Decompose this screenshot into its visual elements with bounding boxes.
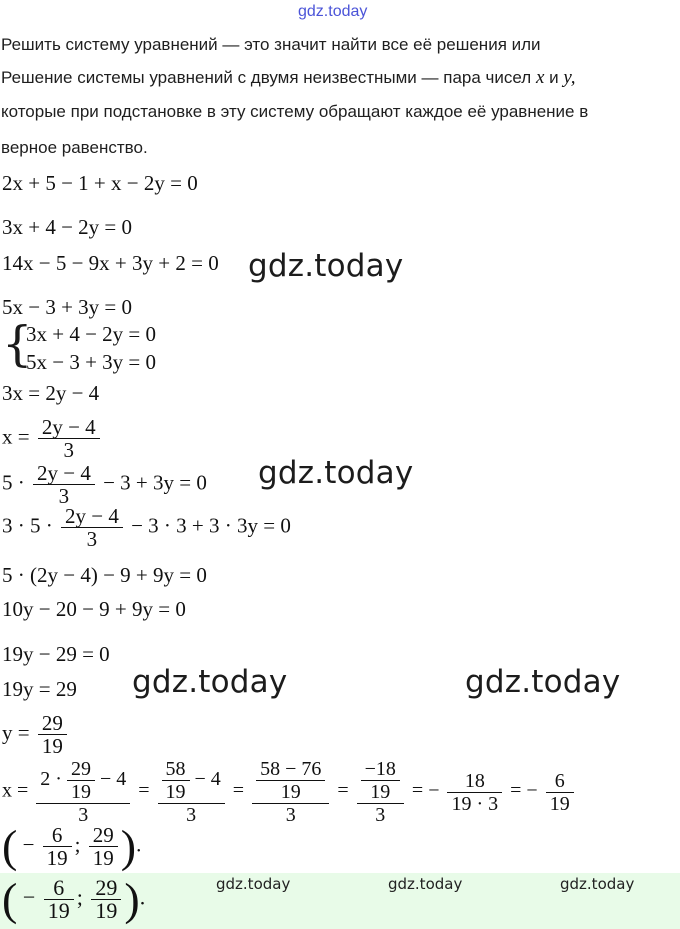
separator: ;: [74, 832, 81, 857]
explanation-line-2: [1, 67, 576, 89]
equation-7: 10y − 20 − 9 + 9y = 0: [2, 597, 186, 621]
inner-fraction: [162, 758, 190, 803]
fraction-numerator: 2y − 4: [33, 462, 95, 485]
watermark-small: gdz.today: [216, 875, 291, 893]
watermark: gdz.today: [465, 664, 621, 700]
equals-minus: = −: [510, 779, 538, 802]
left-paren-icon: (: [2, 820, 18, 872]
answer-y-fraction: [91, 877, 121, 922]
equation-5: 3x = 2y − 4: [2, 381, 100, 405]
fraction-numerator: 6: [44, 877, 74, 900]
x-eq-label: x =: [2, 779, 29, 802]
fraction-b: [158, 758, 225, 826]
minus-sign: −: [22, 884, 36, 910]
fraction-a-denominator: 3: [78, 804, 89, 826]
fraction-numerator: 29: [91, 877, 121, 900]
inner-fraction: [361, 758, 400, 803]
explanation-text: Решение системы уравнений с двумя неизвестными — пара чисел: [1, 68, 532, 87]
brace-icon: {: [2, 316, 33, 372]
final-answer-pair: [2, 873, 146, 925]
fraction-d: [357, 758, 404, 826]
equals-minus: = −: [411, 779, 440, 802]
inner-numerator: 29: [67, 758, 95, 781]
equals: =: [232, 779, 245, 802]
fraction-e-numerator: 18: [447, 770, 502, 793]
equation-9: 19y = 29: [2, 677, 77, 701]
fraction-numerator: 6: [43, 824, 72, 847]
fraction-denominator: 19: [41, 734, 63, 758]
term: − 4: [99, 768, 127, 791]
fraction-c: [252, 758, 329, 826]
fraction-numerator: 29: [38, 712, 67, 735]
fraction-f-denominator: 19: [549, 792, 570, 815]
x-computation: [2, 758, 577, 826]
explanation-line-1: Решить систему уравнений — это значит найти все её решения или: [1, 35, 541, 54]
mul-prefix: 3 · 5 ·: [2, 513, 53, 538]
period: .: [136, 832, 142, 857]
mul-suffix: − 3 · 3 + 3 · 3y = 0: [131, 513, 291, 538]
y-expression: [2, 712, 70, 757]
fraction-denominator: 19: [47, 898, 70, 923]
term: − 4: [194, 768, 221, 791]
sub-suffix: − 3 + 3y = 0: [103, 470, 207, 495]
inner-numerator: −18: [361, 758, 400, 781]
fraction: [33, 462, 95, 507]
left-paren-icon: (: [2, 873, 18, 925]
inner-denominator: 19: [370, 781, 391, 803]
equation-2: 3x + 4 − 2y = 0: [2, 215, 133, 239]
fraction: [38, 712, 67, 757]
var-x: x: [535, 67, 545, 88]
fraction-denominator: 19: [92, 846, 114, 870]
y-eq-label: y =: [2, 720, 30, 745]
fraction-b-denominator: 3: [186, 804, 197, 826]
equation-6: 5 · (2y − 4) − 9 + 9y = 0: [2, 563, 207, 587]
fraction-denominator: 19: [46, 846, 68, 870]
var-y: y,: [563, 67, 576, 88]
watermark: gdz.today: [132, 664, 288, 700]
fraction-d-numerator: [357, 758, 404, 804]
inner-denominator: 19: [70, 781, 91, 803]
explanation-line-3: которые при подстановке в эту систему обращают каждое её уравнение в: [1, 102, 589, 121]
x-eq-label: x =: [2, 424, 30, 449]
fraction-e: [447, 770, 502, 815]
fraction-denominator: 3: [63, 438, 75, 462]
equation-4: 5x − 3 + 3y = 0: [2, 295, 133, 319]
inner-denominator: 19: [280, 781, 301, 803]
fraction-a: [36, 758, 130, 826]
site-watermark-top: gdz.today: [298, 3, 368, 20]
right-paren-icon: ): [120, 820, 137, 872]
period: .: [139, 884, 146, 910]
watermark: gdz.today: [248, 248, 404, 284]
fraction-denominator: 3: [58, 484, 70, 508]
inner-denominator: 19: [165, 781, 186, 803]
answer-x-fraction: [43, 824, 72, 869]
multiplied-equation: [2, 505, 291, 550]
fraction: [38, 416, 100, 461]
equals: =: [138, 779, 150, 802]
watermark-small: gdz.today: [388, 875, 463, 893]
equation-1: 2x + 5 − 1 + x − 2y = 0: [2, 171, 198, 195]
equation-3: 14x − 5 − 9x + 3y + 2 = 0: [2, 251, 219, 275]
minus-sign: −: [22, 832, 35, 857]
fraction-f: [546, 770, 574, 815]
explanation-line-4: верное равенство.: [1, 138, 148, 157]
answer-x-fraction: [44, 877, 74, 922]
right-paren-icon: ): [124, 873, 140, 925]
answer-y-fraction: [89, 824, 118, 869]
watermark-small: gdz.today: [560, 875, 635, 893]
inner-fraction: [256, 758, 325, 803]
fraction-d-denominator: 3: [375, 804, 386, 826]
inner-numerator: 58: [162, 758, 190, 781]
fraction: [61, 505, 123, 550]
inner-fraction: [67, 758, 95, 803]
system-equation-1: 3x + 4 − 2y = 0: [26, 322, 157, 346]
separator: ;: [76, 884, 83, 910]
conjunction: и: [549, 68, 559, 87]
substitution-equation: [2, 462, 207, 507]
x-expression: [2, 416, 103, 461]
fraction-f-numerator: 6: [546, 770, 574, 793]
system-equation-2: 5x − 3 + 3y = 0: [26, 350, 157, 374]
fraction-c-denominator: 3: [285, 804, 296, 826]
fraction-a-numerator: [36, 758, 130, 804]
watermark: gdz.today: [258, 455, 414, 491]
sub-prefix: 5 ·: [2, 470, 25, 495]
fraction-numerator: 29: [89, 824, 118, 847]
fraction-denominator: 19: [95, 898, 118, 923]
fraction-numerator: 2y − 4: [38, 416, 100, 439]
fraction-numerator: 2y − 4: [61, 505, 123, 528]
fraction-c-numerator: [252, 758, 329, 804]
equation-8: 19y − 29 = 0: [2, 642, 110, 666]
equals: =: [337, 779, 349, 802]
fraction-b-numerator: [158, 758, 225, 804]
fraction-denominator: 3: [86, 527, 98, 551]
term: 2 ·: [40, 768, 62, 791]
answer-pair: [2, 820, 142, 872]
inner-numerator: 58 − 76: [256, 758, 325, 781]
fraction-e-denominator: 19 · 3: [451, 792, 499, 815]
